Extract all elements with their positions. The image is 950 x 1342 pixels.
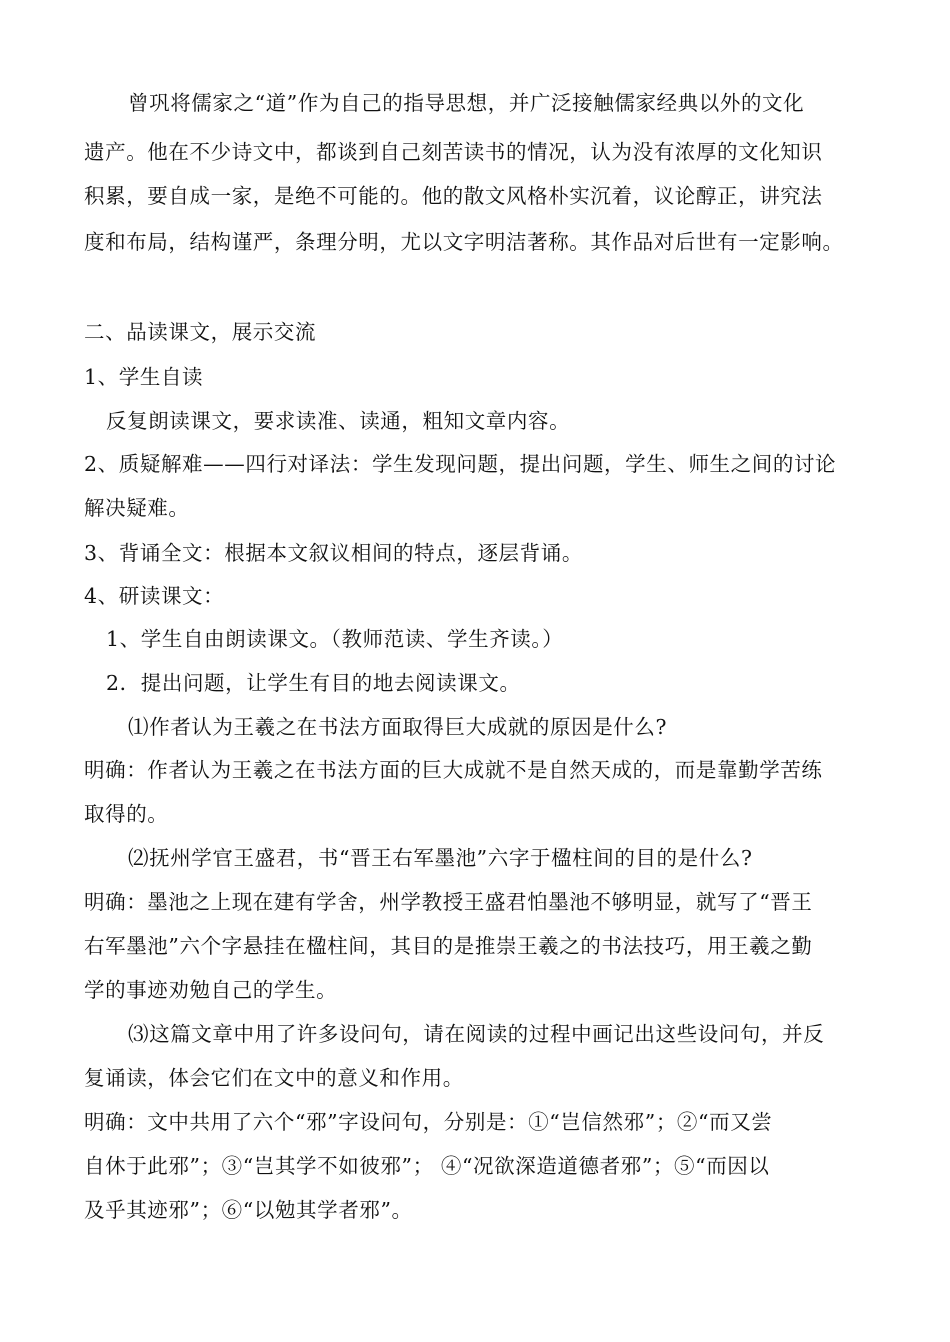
intro-line-3: 积累，要自成一家，是绝不可能的。他的散文风格朴实沉着，议论醇正，讲究法 [84,184,823,208]
answer-3-line-3: 及乎其迹邪”；⑥“以勉其学者邪”。 [84,1198,413,1222]
question-2: ⑵抚州学官王盛君，书“晋王右军墨池”六字于楹柱间的目的是什么? [128,846,753,870]
section-heading: 二、品读课文，展示交流 [84,320,317,344]
step2-line-2: 解决疑难。 [84,496,190,520]
question-3-line-1: ⑶这篇文章中用了许多设问句，请在阅读的过程中画记出这些设问句，并反 [128,1022,825,1046]
step1-body: 反复朗读课文，要求读准、读通，粗知文章内容。 [106,409,571,433]
answer-3-line-1: 明确：文中共用了六个“邪”字设问句，分别是：①“岂信然邪”；②“而又尝 [84,1110,773,1134]
step2-line-1: 2、质疑解难——四行对译法：学生发现问题，提出问题，学生、师生之间的讨论 [84,452,837,476]
question-3-line-2: 复诵读，体会它们在文中的意义和作用。 [84,1066,464,1090]
answer-2-line-2: 右军墨池”六个字悬挂在楹柱间，其目的是推崇王羲之的书法技巧，用王羲之勤 [84,934,813,958]
question-1: ⑴作者认为王羲之在书法方面取得巨大成就的原因是什么? [128,715,668,739]
sub-item-2: 2．提出问题，让学生有目的地去阅读课文。 [106,671,521,695]
answer-1-line-1: 明确：作者认为王羲之在书法方面的巨大成就不是自然天成的，而是靠勤学苦练 [84,758,823,782]
step3: 3、背诵全文：根据本文叙议相间的特点，逐层背诵。 [84,541,583,565]
step4-title: 4、研读课文： [84,584,225,608]
answer-2-line-1: 明确：墨池之上现在建有学舍，州学教授王盛君怕墨池不够明显，就写了“晋王 [84,890,813,914]
intro-line-2: 遗产。他在不少诗文中，都谈到自己刻苦读书的情况，认为没有浓厚的文化知识 [84,140,823,164]
answer-2-line-3: 学的事迹劝勉自己的学生。 [84,978,338,1002]
intro-line-1: 曾巩将儒家之“道”作为自己的指导思想，并广泛接触儒家经典以外的文化 [128,91,805,115]
answer-1-line-2: 取得的。 [84,802,169,826]
step1-title: 1、学生自读 [84,365,204,389]
answer-3-line-2: 自休于此邪”；③“岂其学不如彼邪”； ④“况欲深造道德者邪”；⑤“而因以 [84,1154,770,1178]
intro-line-4: 度和布局，结构谨严，条理分明，尤以文字明洁著称。其作品对后世有一定影响。 [84,230,844,254]
sub-item-1: 1、学生自由朗读课文。（教师范读、学生齐读。） [106,627,564,651]
